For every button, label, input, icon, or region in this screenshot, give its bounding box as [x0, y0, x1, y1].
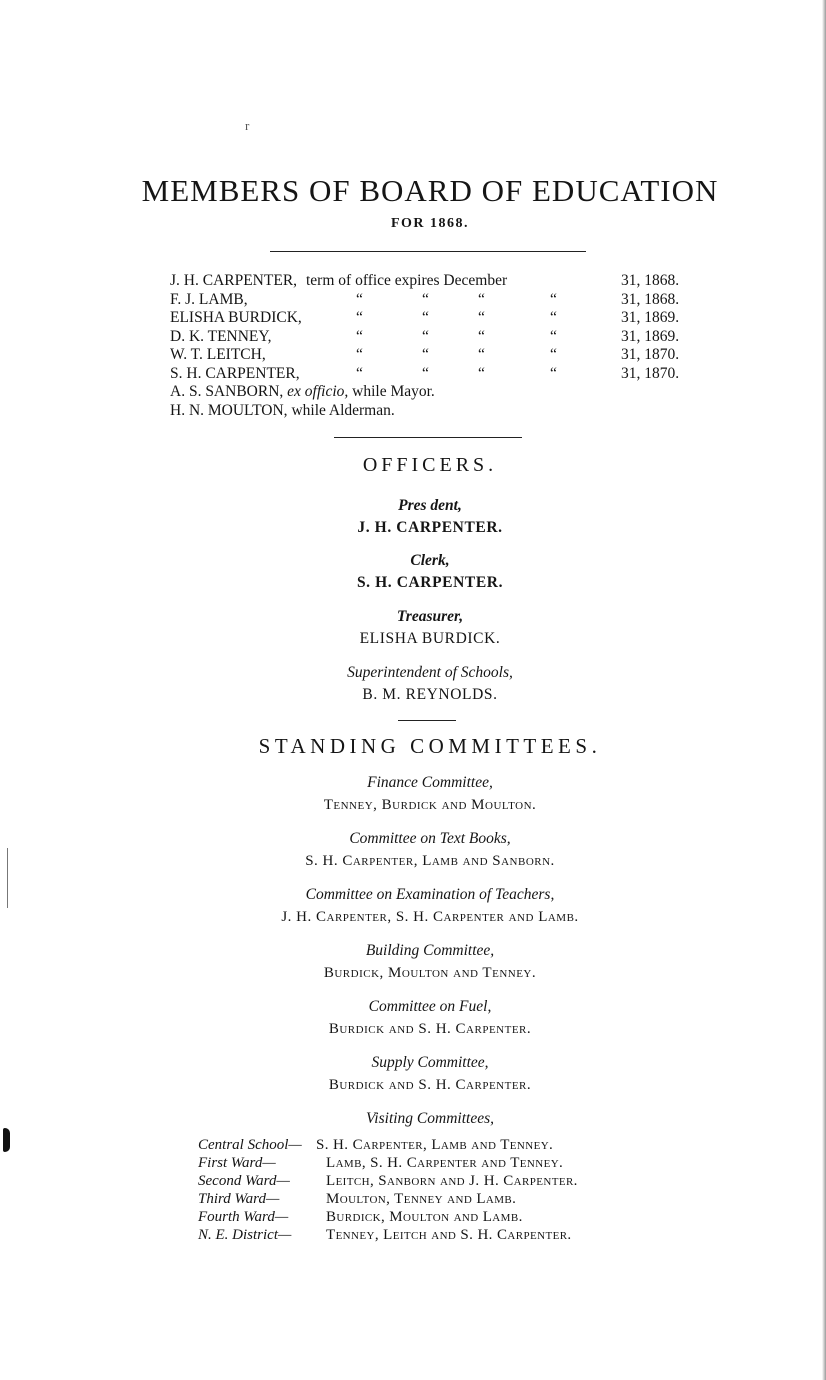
ward-name: Third Ward—	[198, 1191, 280, 1207]
member-note: while Alderman.	[291, 401, 395, 419]
ditto-mark: “	[356, 346, 363, 363]
ditto-mark: “	[356, 364, 363, 382]
officer-name: B. M. REYNOLDS.	[362, 686, 498, 703]
committees-heading: STANDING COMMITTEES.	[258, 734, 602, 758]
member-name: S. H. CARPENTER,	[170, 364, 300, 382]
term-date: 31, 1869.	[621, 309, 680, 326]
scan-line	[7, 848, 8, 908]
ward-members: Moulton, Tenney and Lamb.	[326, 1191, 517, 1207]
ditto-mark: “	[478, 290, 485, 308]
member-name: F. J. LAMB,	[170, 290, 248, 308]
ditto-mark: “	[478, 364, 485, 382]
committee-members: Burdick and S. H. Carpenter.	[328, 1021, 532, 1037]
ditto-mark: “	[478, 309, 485, 326]
term-date: 31, 1869.	[621, 327, 680, 345]
committee-name: Committee on Text Books,	[349, 830, 511, 847]
ward-name: Fourth Ward—	[198, 1209, 289, 1225]
scan-smudge	[3, 1128, 10, 1152]
ward-members: Lamb, S. H. Carpenter and Tenney.	[326, 1155, 564, 1171]
stray-mark: r	[245, 118, 250, 133]
ditto-mark: “	[478, 346, 485, 363]
ditto-mark: “	[422, 327, 429, 345]
ex-officio-text: ex officio,	[287, 383, 349, 400]
ditto-mark: “	[422, 364, 429, 382]
member-name: H. N. MOULTON,	[170, 401, 288, 419]
officer-name: S. H. CARPENTER.	[356, 574, 504, 591]
committee-name: Supply Committee,	[371, 1054, 489, 1071]
ward-name: First Ward—	[198, 1155, 276, 1171]
committee-members: J. H. Carpenter, S. H. Carpenter and Lamb.	[281, 909, 579, 925]
page-subtitle: FOR 1868.	[390, 216, 470, 231]
divider	[270, 251, 586, 252]
term-date: 31, 1868.	[621, 290, 680, 308]
committee-name: Building Committee,	[365, 942, 495, 959]
divider	[398, 720, 456, 721]
committee-name: Finance Committee,	[367, 774, 493, 791]
ward-members: Leitch, Sanborn and J. H. Carpenter.	[326, 1173, 578, 1189]
committee-members: S. H. Carpenter, Lamb and Sanborn.	[305, 853, 555, 869]
page-title: MEMBERS OF BOARD OF EDUCATION	[141, 173, 719, 208]
ward-members: Burdick, Moulton and Lamb.	[326, 1209, 523, 1225]
ditto-mark: “	[478, 327, 485, 345]
ward-name: Second Ward—	[198, 1173, 290, 1189]
term-date: 31, 1870.	[621, 346, 680, 363]
officer-name: J. H. CARPENTER.	[357, 519, 503, 536]
member-name: A. S. SANBORN,	[170, 383, 284, 400]
page-edge	[822, 0, 826, 1380]
ditto-mark: “	[422, 346, 429, 363]
officer-role: Superintendent of Schools,	[347, 664, 513, 681]
ward-members: S. H. Carpenter, Lamb and Tenney.	[316, 1137, 554, 1153]
term-text: term of office expires December	[306, 272, 508, 289]
officer-role: Clerk,	[410, 552, 450, 569]
ditto-mark: “	[356, 327, 363, 345]
ditto-mark: “	[422, 309, 429, 326]
ditto-mark: “	[422, 290, 429, 308]
ditto-mark: “	[356, 309, 363, 326]
committee-name: Committee on Examination of Teachers,	[305, 886, 555, 903]
ward-members: Tenney, Leitch and S. H. Carpenter.	[326, 1227, 572, 1243]
committee-members: Burdick, Moulton and Tenney.	[323, 965, 537, 981]
member-name: W. T. LEITCH,	[170, 346, 266, 363]
member-name: D. K. TENNEY,	[170, 327, 272, 345]
ward-name: N. E. District—	[198, 1227, 292, 1243]
ditto-mark: “	[550, 364, 557, 382]
ditto-mark: “	[550, 290, 557, 308]
term-date: 31, 1868.	[621, 272, 680, 289]
term-date: 31, 1870.	[621, 364, 680, 382]
ditto-mark: “	[550, 346, 557, 363]
member-name: ELISHA BURDICK,	[170, 309, 302, 326]
ward-name: Central School—	[198, 1137, 302, 1153]
officers-heading: OFFICERS.	[362, 454, 498, 476]
divider	[334, 437, 522, 438]
ditto-mark: “	[356, 290, 363, 308]
ditto-mark: “	[550, 327, 557, 345]
member-note: while Mayor.	[352, 383, 435, 400]
committee-members: Tenney, Burdick and Moulton.	[323, 797, 537, 813]
committee-name: Committee on Fuel,	[368, 998, 492, 1015]
ditto-mark: “	[550, 309, 557, 326]
officer-role: Pres dent,	[398, 497, 462, 514]
committee-members: Burdick and S. H. Carpenter.	[328, 1077, 532, 1093]
officer-role: Treasurer,	[396, 608, 464, 625]
visiting-committees-title: Visiting Committees,	[365, 1110, 494, 1127]
officer-name: ELISHA BURDICK.	[359, 630, 501, 647]
member-name: J. H. CARPENTER,	[170, 272, 298, 289]
